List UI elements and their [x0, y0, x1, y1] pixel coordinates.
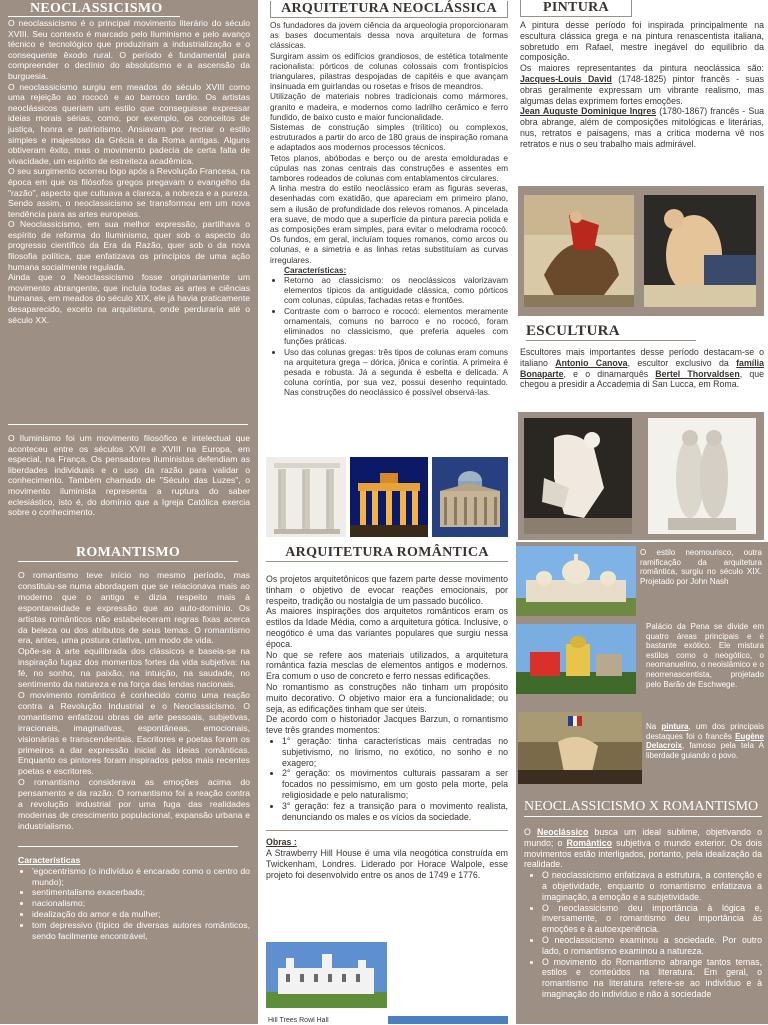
- arq-rom-moments-list: [266, 736, 508, 822]
- list-item: • Contraste com o barroco e rococó: elementos meramente ornamentais, comuns no barroco e no rococó, foram eliminados no classicismo, que preferia aqueles com funções práticas.: [284, 306, 508, 347]
- arq-rom-title-box: [266, 544, 508, 562]
- arq-neo-paragraph: Utilização de materiais nobres tradicionais como mármores, granito e madeira, e modernos como ladrilho cerâmico e ferro fundido, de baixo custo e maior funcionalidade.: [270, 91, 508, 122]
- escultura-panel: [516, 318, 768, 414]
- divider: [266, 830, 508, 831]
- list-item: • Retorno ao classicismo: os neoclássicos valorizavam elementos típicos da antiguidade clássica, como pórticos com colunas, cúpulas, fachadas retas e frontões.: [284, 275, 508, 306]
- pena-caption: Palácio da Pena se divide em quatro áreas principais e é bastante exótico. Ele mistura estilos como o neogótico, o neomanuelino, o neoislâmico e o neorrenascentista, projetado pelo Barão de Eschwege.: [646, 622, 764, 689]
- comparison-title: NEOCLASSICISMO X ROMANTISMO: [524, 799, 759, 814]
- pintura-text-part: Os maiores representantes da pintura neoclássica são:: [520, 63, 764, 74]
- romantismo-features: [18, 855, 250, 942]
- arq-neo-features-title: Características:: [284, 264, 347, 275]
- neo-paragraph: Ainda que o Neoclassicismo fosse originariamente um movimento abrangente, que incluía todas as artes e ciências humanas, em meados do século XIX, ele já havia praticamente desaparecido, exceto na arquitetura, onde perduraria até o século XX.: [8, 272, 250, 325]
- neoclassicismo-panel: [0, 0, 258, 420]
- arq-neo-paragraph: Os fundadores da jovem ciência da arqueologia proporcionaram as bases documentais dessa nova arquitetura de formas clássicas.: [270, 20, 508, 51]
- neoclassicismo-title-box: [8, 1, 250, 17]
- liberty-leading-people-image: [518, 712, 642, 784]
- pintura-paragraph: [520, 63, 764, 106]
- intro-part: subjetiva o mundo exterior. Os dois movimentos estão interligados, portanto, pela idealização da realidade.: [524, 837, 762, 870]
- caption-part: Na: [646, 722, 662, 731]
- royal-pavilion-image: [516, 546, 636, 616]
- list-item: • Uso das colunas gregas: três tipos de colunas eram comuns na arquitetura grega – dórica, jônica e coríntia. A primeira é pesada e robusta. Já a segunda é esbelta e delicada. A coluna coríntia, por sua vez, possui desenho requintado. Nas construções do neoclássico é possível observá-las.: [284, 347, 508, 398]
- rom-features-list: [18, 866, 250, 942]
- pintura-paragraph: A pintura desse período foi inspirada principalmente na escultura clássica grega e na pintura renascentista italiana, sobretudo em Rafael, mestre inegável do equilíbrio da composição.: [520, 20, 764, 63]
- list-item: • O neoclassicismo enfatizava a estrutura, a contenção e a objetividade, enquanto o romantismo enfatizava a imaginação, a emoção e a subjetividade.: [542, 870, 762, 902]
- hercules-sculpture-image: [524, 418, 632, 534]
- arq-rom-paragraph: Os projetos arquitetônicos que fazem parte desse movimento tinham o objetivo de evocar reações emocionais, por respeito, tradição ou nostalgia de um passado bucólico.: [266, 574, 508, 606]
- arq-neo-title-box: [270, 1, 508, 18]
- family-name: família Bonaparte: [520, 357, 764, 379]
- caption-part: , um dos principais destaques foi o francês: [646, 722, 764, 741]
- escultura-text: [520, 347, 764, 390]
- iluminismo-text: O Iluminismo foi um movimento filosófico e intelectual que aconteceu entre os séculos XVII e XVIII na Europa, em especial, na França. Os pensadores iluministas defendiam as liberdades individuais e o uso da razão para validar o conhecimento. Também chamado de "Século das Luzes", o movimento iluminista representa a ruptura do saber eclesiástico, isto é, do domínio que a Igreja Católica exercia sobre o conhecimento.: [8, 433, 250, 518]
- romantic-examples-panel: [516, 542, 768, 792]
- sculptor-name: Antonio Canova: [555, 357, 628, 368]
- pantheon-paris-image: [432, 457, 508, 537]
- list-item: • O neoclassicismo examinou a sociedade. Por outro lado, o romantismo examinou a natureza.: [542, 935, 762, 957]
- arq-neo-text: [270, 20, 508, 398]
- romantismo-title: ROMANTISMO: [75, 545, 181, 560]
- painter-name: Jean Auguste Dominique Ingres: [520, 106, 657, 117]
- pintura-title-box: [520, 0, 632, 17]
- sculptures-frame: [518, 412, 764, 540]
- arq-rom-text: [266, 574, 508, 881]
- list-item: • sentimentalismo exacerbado;: [32, 887, 250, 898]
- brandenburg-gate-image: [350, 457, 428, 537]
- list-item: • O neoclassicismo deu importância à lógica e, inversamente, o romantismo deu importância às emoções e à autoexperiência.: [542, 903, 762, 935]
- escultura-text-part: , e o dinamarquês: [563, 368, 656, 379]
- rom-features-title: Características: [18, 854, 81, 865]
- paintings-frame: [518, 186, 764, 316]
- escultura-text-part: Escultores mais importantes desse período destacam-se o italiano: [520, 347, 764, 368]
- romantismo-panel: [0, 540, 258, 1024]
- list-item: • O movimento do Romantismo abrange tantos temas, estilos e conteúdos na literatura. Em geral, o romantismo na literatura refere-se ao indivíduo e à imaginação do indivíduo e não à sociedade: [542, 957, 762, 1000]
- sculptor-name: Bertel Thorvaldsen: [655, 368, 740, 379]
- comparison-title-box: [524, 796, 762, 817]
- arq-neo-paragraph: Tetos planos, abóbodas e berço ou de aresta emolduradas e cúpulas nas zonas centrais das construções e assentes em tambores rodeados de colunas com entablamentos circulares.: [270, 152, 508, 184]
- pintura-paragraph: [520, 106, 764, 149]
- rom-term: Romântico: [566, 837, 612, 848]
- list-item: • 3° geração: fez a transição para o movimento realista, denunciando os males e os vícios da sociedade.: [282, 801, 508, 823]
- neo-term: Neoclássico: [536, 827, 589, 837]
- bottom-caption-partial: Hill Trees Rowl Hall: [268, 1017, 329, 1024]
- pintura-title: PINTURA: [543, 0, 609, 15]
- neo-paragraph: O seu surgimento ocorreu logo após a Revolução Francesa, na época em que os filósofos gregos pregavam o evangelho da "razão", aspecto que cultuava a clareza, a nobreza e a pureza. Sendo assim, o neoclassicismo se transformou em um nova tendência para as artes europeias.: [8, 166, 250, 219]
- arq-neo-paragraph: Sistemas de construção simples (trílitico) ou complexos, estruturados a partir do arco de 180 graus de inspiração romana e adaptados aos modernos processos técnicos.: [270, 122, 508, 153]
- list-item: • tom depressivo (típico de diversas autores românticos, sendo facilmente encontrável,: [32, 920, 250, 942]
- romantismo-title-box: [18, 544, 238, 562]
- escultura-text-part: , escultor exclusivo da: [627, 357, 737, 368]
- divider: [18, 846, 238, 847]
- neo-paragraph: O neoclassicismo surgiu em meados do século XVIII como uma rejeição ao rococó e ao barroco tardio. Os artistas neoclássicos queriam um estilo que conseguisse expressar ideias morais sérias, como, por exemplo, os conceitos de justiça, honra e patriotismo. Ansiavam por recriar o estilo simples e majestoso da Grécia e da Roma antigas. Alguns obtiveram êxito, mas o movimento padecia de certa falta de vivacidade, um espírito de estreiteza acadêmica.: [8, 81, 250, 166]
- list-item: • nacionalismo;: [32, 898, 250, 909]
- neoclassicismo-title: NEOCLASSICISMO: [8, 1, 180, 17]
- comparison-panel: [516, 792, 768, 1024]
- rom-paragraph: O romantismo teve início no mesmo período, mas constituiu-se numa abordagem que se relacionava mais ao moderno que o antigo e dizia respeito mais à espontaneidade e expressão que ao auto-domínio. Os artistas românticos não estabeleceram regras fixas acerca da beleza ou dos atributos de seus temas. O romantismo era, antes, uma postura criativa, um modo de vida.: [18, 570, 250, 646]
- list-item: • 2° geração: os movimentos culturais passaram a ser focados no pessimismo, em um gosto pela morte, pela religiosidade e pelo naturalismo;: [282, 768, 508, 800]
- neo-paragraph: O neoclassicismo é o principal movimento literário do século XVIII. Seu contexto é marcado pelo Iluminismo e pelo avanço técnico e tecnológico que produziram a industrialização e o consequente êxodo rural. O período é fundamental para compreender o declínio do absolutismo e a ascensão da burguesia.: [8, 18, 250, 81]
- comparison-text: [524, 827, 762, 1000]
- pintura-text-part: (1748-1825) pintor francês - suas obras geralmente expressam um vibrante realismo, mas algumas delas exprimem fortes emoções.: [520, 73, 765, 106]
- comparison-list: [524, 870, 762, 1000]
- escultura-title: ESCULTURA: [526, 323, 620, 339]
- list-item: • 'egocentrismo (o indivíduo é encarado como o centro do mundo);: [32, 866, 250, 888]
- bottom-image-partial: [388, 1016, 508, 1024]
- neoclassicismo-text: [8, 18, 250, 325]
- caption-emphasis: pintura: [661, 722, 689, 731]
- napoleon-painting-image: [524, 195, 634, 307]
- escultura-title-box: [526, 322, 696, 341]
- delacroix-caption: [646, 722, 764, 760]
- divider: [8, 424, 248, 425]
- obras-text: A Strawberry Hill House é uma vila neogótica construída em Twickenham, Londres. Liderado por Horace Walpole, esse projeto foi desenvolvido entre os anos de 1749 e 1776.: [266, 848, 508, 880]
- painter-name: Eugène Delacroix: [646, 731, 764, 751]
- pena-palace-image: [516, 624, 636, 694]
- pintura-text-part: (1780-1867) francês - Sua obra abrange, além de composições mitológicas e literárias, nus, retratos e paisagens, mas a crítica moderna vê nos retratos e nus o seu trabalho mais admirável.: [520, 106, 764, 149]
- arq-rom-paragraph: As maiores inspirações dos arquitetos românticos eram os estilos da Idade Média, como a arquitetura gótica. Inclusive, o neogótico é uma das variantes populares que surgiu nessa época.: [266, 606, 508, 649]
- arq-rom-paragraph: No que se refere aos materiais utilizados, a arquitetura romântica fazia mesclas de elementos antigos e modernos. Era comum o uso de concreto e ferro nessas edificações.: [266, 649, 508, 682]
- comparison-intro: [524, 827, 762, 870]
- pintura-panel: [516, 0, 768, 185]
- arq-rom-paragraph: De acordo com o historiador Jacques Barzun, o romantismo teve três grandes momentos:: [266, 714, 508, 736]
- romantismo-text: [18, 570, 250, 832]
- arq-rom-paragraph: No romantismo as construções não tinham um propósito muito decorativo. O objetivo maior era a funcionalidade; ou seja, as edificações tinham que ser úteis.: [266, 681, 508, 714]
- caption-part: , famoso pela tela A liberdade guiando o povo.: [646, 741, 764, 760]
- pavilion-caption: O estilo neomourisco, outra ramificação da arquitetura romântica, surgiu no século XIX. Projetado por John Nash: [640, 548, 762, 586]
- iluminismo-panel: [0, 420, 258, 540]
- obras-title: Obras :: [266, 837, 297, 848]
- rom-paragraph: O movimento romântico é conhecido como uma reação contra a Revolução Industrial e o Neoclassicismo. O romantismo enfatizou obras de arte pessoais, subjetivas, irracionais, imaginativas, espontâneas, emocionais, visionárias e transcendentais. Escritores e poetas foram os primeiros a dar expressão inicial às ideias românticas. Enquanto os pintores foram inspirados pelos mais recentes poetas e escritores.: [18, 689, 250, 777]
- arq-neo-title: ARQUITETURA NEOCLÁSSICA: [281, 1, 497, 16]
- arq-neo-paragraph: A linha mestra do estilo neoclássico eram as figuras severas, desenhadas com exatidão, que apareciam em primeiro plano, sem a ilusão de profundidade dos relevos romanos. A pincelada era suave, de modo que a superfície da pintura parecia polida e as composições eram simples, para evitar o melodrama rococó. Os fundos, em geral, incluíam toques romanos, como arcos ou colunas, e a simetria e as linhas retas substituíam as curvas irregulares.: [270, 183, 508, 265]
- list-item: • 1° geração: tinha características mais centradas no subjetivismo, no lirismo, no exótico, no sonho e no exagero;: [282, 736, 508, 768]
- cupid-psyche-sculpture-image: [648, 418, 756, 534]
- arq-neo-paragraph: Surgiram assim os edifícios grandiosos, de estética totalmente racionalista: pórticos de colunas colossais com frontispícios triangulares, pilastras despojadas de capitéis e que avançam insinuada em guirlandas ou rosetas e frisos de meandros.: [270, 50, 508, 92]
- pintura-text: [520, 20, 764, 150]
- column-orders-image: [266, 457, 346, 537]
- escultura-text-part: , que chegou a presidir a Accademia di San Lucca, em Roma.: [520, 368, 764, 390]
- painter-name: Jacques-Louis David: [520, 73, 612, 84]
- rom-paragraph: Opõe-se à arte equilibrada dos clássicos e baseia-se na inspiração fugaz dos momentos fortes da vida subjetiva: na fé, no sonho, na paixão, na intuição, na saudade, no sentimento da natureza e na força das lendas nacionais.: [18, 646, 250, 690]
- list-item: • idealização do amor e da mulher;: [32, 909, 250, 920]
- arq-rom-title: ARQUITETURA ROMÂNTICA: [285, 545, 489, 560]
- grande-odalisque-image: [644, 195, 756, 307]
- intro-part: busca um ideal sublime, objetivando o mundo; o: [524, 827, 762, 848]
- arq-neo-features-list: [270, 275, 508, 397]
- neo-paragraph: O Neoclassicismo, em sua melhor expressão, partilhava o espírito de reforma do Iluminismo, quer sob o aspecto do progresso científico da Era da Razão, quer sob o da nova filosofia política, que enfatizava os princípios de uma ação humana socialmente regulada.: [8, 219, 250, 272]
- intro-part: O: [524, 827, 537, 837]
- rom-paragraph: O romantismo considerava as emoções acima do pensamento e da razão. O romantismo foi a reação contra a revolução industrial por uma fuga das realidades modernas de crescimento populacional, expansão urbana e industrialismo.: [18, 777, 250, 831]
- strawberry-hill-image: [266, 942, 387, 1008]
